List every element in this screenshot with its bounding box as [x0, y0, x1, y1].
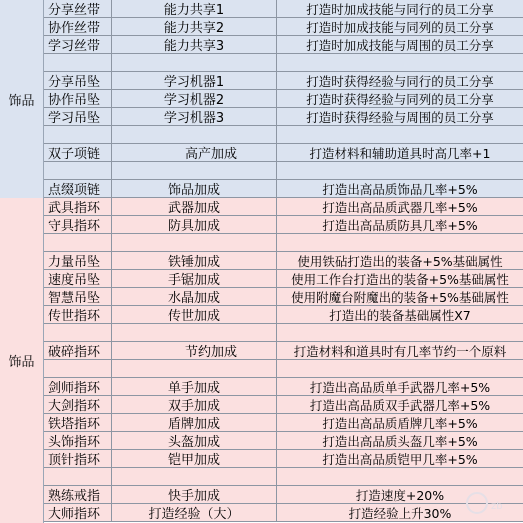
effect-description-cell — [277, 324, 523, 341]
bonus-name-cell — [112, 468, 277, 485]
bonus-name-cell: 单手加成 — [112, 378, 277, 395]
item-name-cell — [44, 234, 112, 251]
effect-description-cell: 使用铁砧打造出的装备+5%基础属性 — [297, 253, 503, 269]
table-row — [44, 504, 523, 522]
effect-description-cell — [277, 360, 523, 377]
table-row — [44, 180, 523, 198]
item-name-cell: 大师指环 — [44, 504, 112, 521]
effect-description-cell: 打造时获得经验与同列的员工分享 — [306, 91, 494, 107]
item-name-cell — [44, 324, 112, 341]
effect-description-cell: 打造出高品质双手武器几率+5% — [309, 397, 491, 413]
item-name-cell: 铁塔指环 — [44, 414, 112, 431]
item-name-cell — [44, 54, 112, 71]
bonus-name-cell: 高产加成 — [112, 144, 277, 161]
item-name-cell: 熟练戒指 — [44, 486, 112, 503]
effect-description-cell: 打造时加成技能与周围的员工分享 — [306, 37, 494, 53]
item-name-cell: 双子项链 — [44, 144, 112, 161]
bonus-name-cell — [112, 126, 277, 143]
bonus-name-cell: 铠甲加成 — [112, 450, 277, 467]
bonus-name-cell: 学习机器1 — [112, 72, 277, 89]
table-row — [44, 54, 523, 72]
bonus-name-cell: 能力共享2 — [112, 18, 277, 35]
effect-description-cell: 打造经验上升30% — [348, 505, 452, 521]
table-row — [44, 162, 523, 180]
item-name-cell: 协作吊坠 — [44, 90, 112, 107]
bonus-name-cell: 武器加成 — [112, 198, 277, 215]
table-row — [44, 468, 523, 486]
table-row — [44, 18, 523, 36]
table-row — [44, 324, 523, 342]
table-row — [44, 306, 523, 324]
item-name-cell: 大剑指环 — [44, 396, 112, 413]
table-row — [44, 126, 523, 144]
bonus-name-cell — [112, 234, 277, 251]
svg-text:zb: zb — [491, 501, 503, 512]
effect-description-cell: 打造时获得经验与周围的员工分享 — [306, 109, 494, 125]
bonus-name-cell: 手锯加成 — [112, 270, 277, 287]
item-name-cell — [44, 162, 112, 179]
effect-description-cell: 打造出高品质盾牌几率+5% — [322, 415, 478, 431]
effect-description-cell: 打造出高品质头盔几率+5% — [322, 433, 478, 449]
item-name-cell: 守具指环 — [44, 216, 112, 233]
effect-description-cell: 打造材料和辅助道具时高几率+1 — [309, 145, 491, 161]
effect-description-cell: 使用附魔台附魔出的装备+5%基础属性 — [291, 289, 509, 305]
effect-description-cell: 打造出高品质饰品几率+5% — [322, 181, 478, 197]
item-name-cell: 破碎指环 — [44, 342, 112, 359]
table-row — [44, 396, 523, 414]
table-row — [44, 72, 523, 90]
bonus-name-cell: 盾牌加成 — [112, 414, 277, 431]
category-cell-bottom: 饰品 — [0, 198, 44, 523]
bonus-name-cell: 饰品加成 — [112, 180, 277, 197]
bonus-name-cell: 水晶加成 — [112, 288, 277, 305]
bonus-name-cell: 节约加成 — [112, 342, 277, 359]
item-name-cell: 头饰指环 — [44, 432, 112, 449]
bonus-name-cell: 学习机器2 — [112, 90, 277, 107]
item-name-cell: 学习吊坠 — [44, 108, 112, 125]
watermark-logo — [463, 483, 523, 523]
table-row — [44, 108, 523, 126]
item-name-cell: 协作丝带 — [44, 18, 112, 35]
bonus-name-cell: 铁锤加成 — [112, 252, 277, 269]
item-name-cell: 点缀项链 — [44, 180, 112, 197]
item-name-cell — [44, 126, 112, 143]
table-row — [44, 432, 523, 450]
item-name-cell: 速度吊坠 — [44, 270, 112, 287]
table-row — [44, 252, 523, 270]
table-row — [44, 378, 523, 396]
effect-description-cell: 打造速度+20% — [355, 487, 445, 503]
bonus-name-cell — [112, 324, 277, 341]
bonus-name-cell: 防具加成 — [112, 216, 277, 233]
item-name-cell: 学习丝带 — [44, 36, 112, 53]
table-row — [44, 486, 523, 504]
table-row — [44, 414, 523, 432]
table-row — [44, 144, 523, 162]
effect-description-cell: 打造出高品质武器几率+5% — [322, 199, 478, 215]
table-row — [44, 0, 523, 18]
bonus-name-cell: 传世加成 — [112, 306, 277, 323]
bonus-name-cell — [112, 162, 277, 179]
bonus-name-cell: 双手加成 — [112, 396, 277, 413]
item-name-cell — [44, 360, 112, 377]
effect-description-cell: 打造出高品质铠甲几率+5% — [322, 451, 478, 467]
category-cell-top: 饰品 — [0, 0, 44, 198]
bonus-name-cell — [112, 360, 277, 377]
effect-description-cell — [277, 126, 523, 143]
effect-description-cell: 打造出高品质单手武器几率+5% — [309, 379, 491, 395]
table-row — [44, 198, 523, 216]
item-name-cell: 顶针指环 — [44, 450, 112, 467]
bonus-name-cell: 学习机器3 — [112, 108, 277, 125]
table-row — [44, 288, 523, 306]
effect-description-cell: 打造时加成技能与同行的员工分享 — [306, 1, 494, 17]
effect-description-cell: 打造材料和道具时有几率节约一个原料 — [293, 343, 507, 359]
bonus-name-cell: 打造经验（大） — [112, 504, 277, 521]
table-row — [44, 342, 523, 360]
table-row — [44, 216, 523, 234]
effect-description-cell — [277, 162, 523, 179]
bonus-name-cell: 能力共享1 — [112, 0, 277, 17]
bonus-name-cell: 头盔加成 — [112, 432, 277, 449]
effect-description-cell: 打造出的装备基础属性X7 — [329, 307, 471, 323]
item-name-cell: 力量吊坠 — [44, 252, 112, 269]
effect-description-cell: 打造时加成技能与同列的员工分享 — [306, 19, 494, 35]
item-name-cell: 剑师指环 — [44, 378, 112, 395]
bonus-name-cell: 能力共享3 — [112, 36, 277, 53]
item-name-cell: 分享吊坠 — [44, 72, 112, 89]
table-row — [44, 270, 523, 288]
effect-description-cell: 使用工作台打造出的装备+5%基础属性 — [291, 271, 509, 287]
table-row — [44, 450, 523, 468]
table-row — [44, 36, 523, 54]
item-name-cell: 武具指环 — [44, 198, 112, 215]
bonus-name-cell — [112, 54, 277, 71]
item-name-cell: 分享丝带 — [44, 0, 112, 17]
table-row — [44, 360, 523, 378]
item-name-cell: 传世指环 — [44, 306, 112, 323]
effect-description-cell: 打造出高品质防具几率+5% — [322, 217, 478, 233]
item-name-cell — [44, 468, 112, 485]
effect-description-cell — [277, 54, 523, 71]
table-row — [44, 90, 523, 108]
item-name-cell: 智慧吊坠 — [44, 288, 112, 305]
bonus-name-cell: 快手加成 — [112, 486, 277, 503]
effect-description-cell — [277, 234, 523, 251]
table-row — [44, 234, 523, 252]
effect-description-cell: 打造时获得经验与同行的员工分享 — [306, 73, 494, 89]
